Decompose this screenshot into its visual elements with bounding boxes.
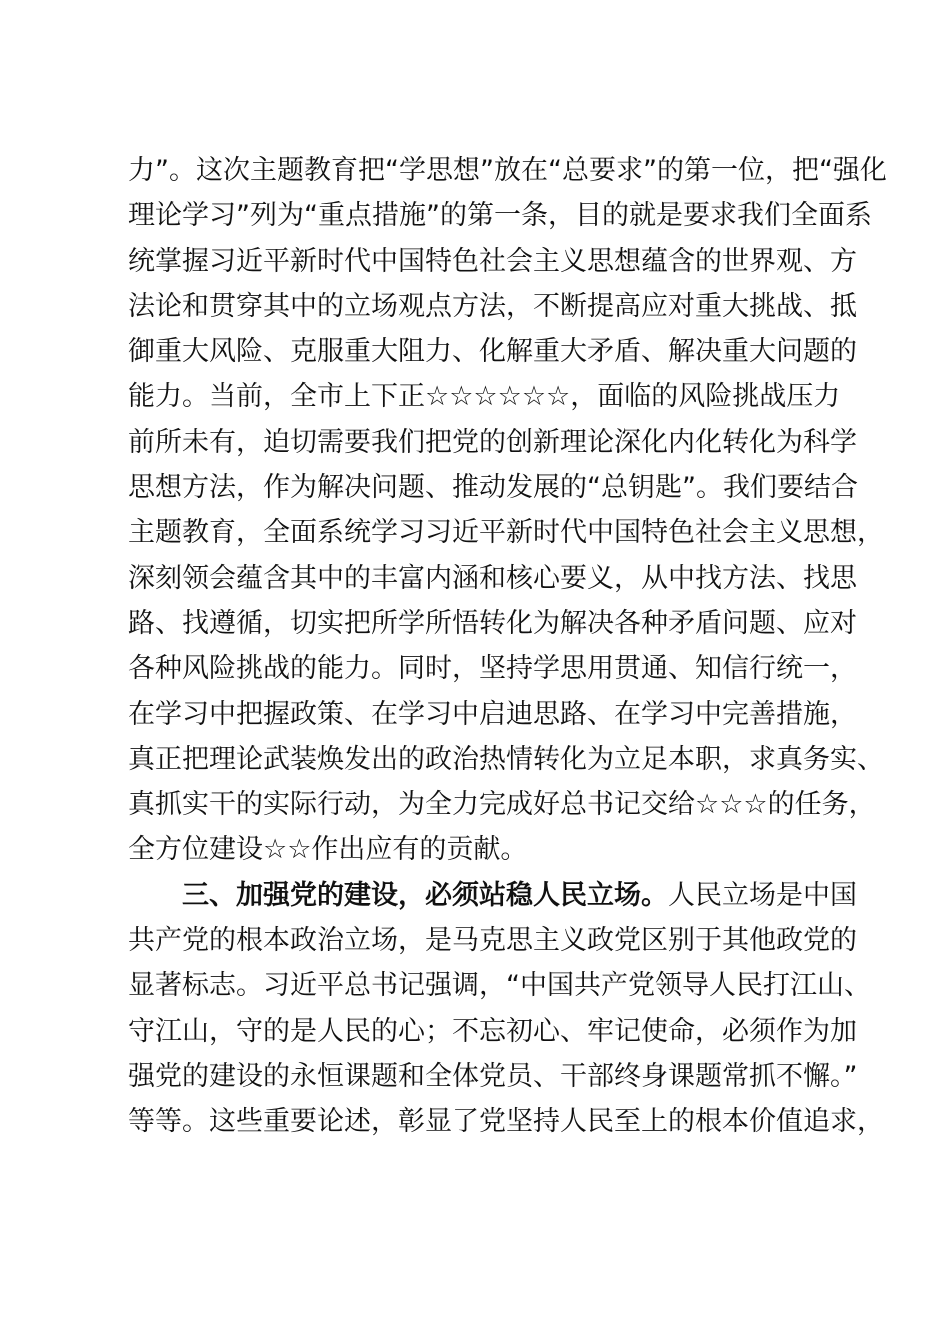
text-line: 理论学习”列为“重点措施”的第一条，目的就是要求我们全面系 bbox=[128, 200, 872, 232]
text-line: 守江山，守的是人民的心；不忘初心、牢记使命，必须作为加 bbox=[128, 1015, 857, 1047]
text-line: 前所未有，迫切需要我们把党的创新理论深化内化转化为科学 bbox=[128, 426, 857, 458]
text-line: 真正把理论武装焕发出的政治热情转化为立足本职，求真务实、 bbox=[128, 743, 884, 775]
text-line: 深刻领会蕴含其中的丰富内涵和核心要义，从中找方法、找思 bbox=[128, 562, 857, 594]
text-line: 御重大风险、克服重大阻力、化解重大矛盾、解决重大问题的 bbox=[128, 336, 857, 368]
body-text bbox=[128, 148, 887, 1145]
text-line: 强党的建设的永恒课题和全体党员、干部终身课题常抓不懈。” bbox=[128, 1060, 858, 1092]
paragraph-end-line: 全方位建设☆☆作出应有的贡献。 bbox=[128, 834, 528, 866]
text-line: 显著标志。习近平总书记强调，“中国共产党领导人民打江山、 bbox=[128, 970, 871, 1002]
text-line: 等等。这些重要论述，彰显了党坚持人民至上的根本价值追求， bbox=[128, 1106, 884, 1138]
text-line: 力”。这次主题教育把“学思想”放在“总要求”的第一位，把“强化 bbox=[128, 155, 887, 186]
text-line: 真抓实干的实际行动，为全力完成好总书记交给☆☆☆的任务， bbox=[128, 789, 876, 821]
text-line: 共产党的根本政治立场，是马克思主义政党区别于其他政党的 bbox=[128, 925, 857, 957]
section-heading-line bbox=[128, 873, 857, 918]
text-line: 在学习中把握政策、在学习中启迪思路、在学习中完善措施， bbox=[128, 698, 857, 730]
text-line: 法论和贯穿其中的立场观点方法，不断提高应对重大挑战、抵 bbox=[128, 290, 857, 322]
text-line: 统掌握习近平新时代中国特色社会主义思想蕴含的世界观、方 bbox=[128, 245, 857, 277]
text-line: 主题教育，全面系统学习习近平新时代中国特色社会主义思想， bbox=[128, 517, 884, 549]
text-line: 能力。当前，全市上下正☆☆☆☆☆☆，面临的风险挑战压力 bbox=[128, 381, 841, 413]
section-heading-continuation: 人民立场是中国 bbox=[668, 879, 857, 911]
text-line: 路、找遵循，切实把所学所悟转化为解决各种矛盾问题、应对 bbox=[128, 607, 857, 639]
text-line: 思想方法，作为解决问题、推动发展的“总钥匙”。我们要结合 bbox=[128, 472, 858, 504]
text-line: 各种风险挑战的能力。同时，坚持学思用贯通、知信行统一， bbox=[128, 653, 857, 685]
section-heading: 三、加强党的建设，必须站稳人民立场。 bbox=[182, 879, 668, 911]
